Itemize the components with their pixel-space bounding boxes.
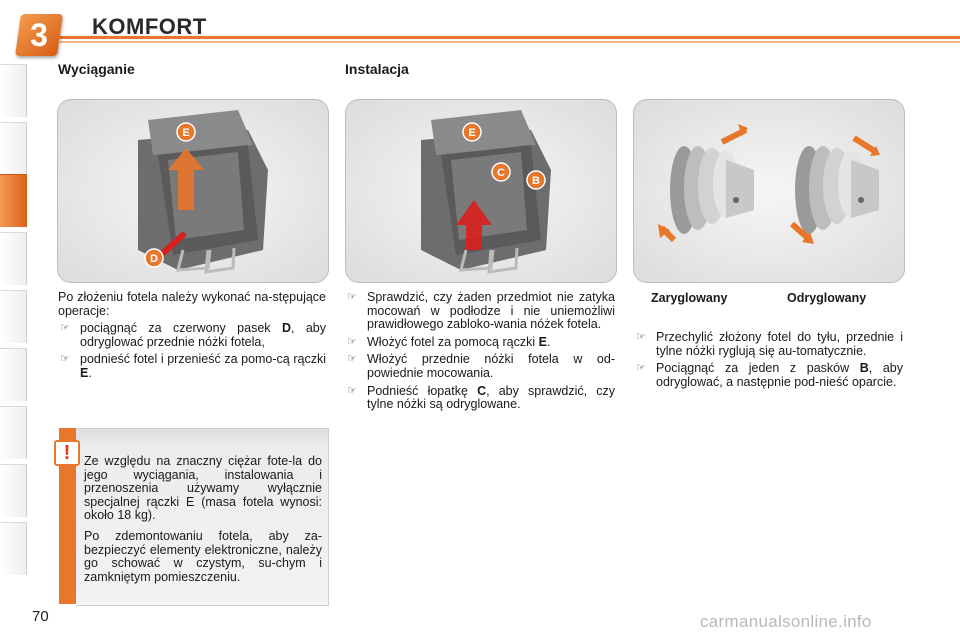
label-b-marker xyxy=(527,171,545,189)
bullet-arrow-icon: ☞ xyxy=(60,322,70,335)
label-e-marker xyxy=(463,123,481,141)
unlocked-mechanism xyxy=(792,138,880,244)
chapter-tab-9[interactable] xyxy=(0,522,27,575)
chapter-number: 3 xyxy=(30,17,48,53)
section-title-removal: Wyciąganie xyxy=(58,61,135,77)
locking-instructions xyxy=(634,331,903,393)
chapter-title: KOMFORT xyxy=(92,14,207,39)
page-number: 70 xyxy=(32,608,49,625)
chapter-tab-3-active[interactable] xyxy=(0,174,27,227)
caption-unlocked: Odryglowany xyxy=(787,291,867,305)
label-d-marker xyxy=(145,249,163,267)
illustration-locking-mechanism xyxy=(633,99,905,283)
warning-icon: ! xyxy=(54,440,80,466)
locking-step-2: ☞ Pociągnąć za jeden z pasków B, aby odryglować, a następnie pod-nieść oparcie. xyxy=(636,361,903,389)
locking-step-1: ☞ Przechylić złożony fotel do tyłu, przednie i tylne nóżki ryglują się au-tomatycznie. xyxy=(636,330,903,358)
installation-instructions xyxy=(345,291,615,416)
locked-mechanism xyxy=(658,124,754,240)
chapter-tab-4[interactable] xyxy=(0,232,27,285)
chapter-tab-1[interactable] xyxy=(0,64,27,117)
chapter-tab-8[interactable] xyxy=(0,464,27,517)
installation-step-4: ☞ Podnieść łopatkę C, aby sprawdzić, czy tylne nóżki są odryglowane. xyxy=(347,383,615,412)
installation-step-1: ☞ Sprawdzić, czy żaden przedmiot nie zatyka mocowań w podłodze i nie uniemożliwi prawidłowego zabloko-wania nóżek fotela. xyxy=(347,290,615,332)
bullet-arrow-icon: ☞ xyxy=(347,353,357,366)
section-title-installation: Instalacja xyxy=(345,61,409,77)
removal-intro: Po złożeniu fotela należy wykonać na-stępujące operacje: xyxy=(58,290,326,318)
illustration-seat-removal xyxy=(57,99,329,283)
installation-step-2: ☞ Włożyć fotel za pomocą rączki E. xyxy=(347,334,551,349)
chapter-tabs xyxy=(0,64,30,584)
svg-text:C: C xyxy=(497,167,505,179)
watermark: carmanualsonline.info xyxy=(700,612,872,631)
bullet-arrow-icon: ☞ xyxy=(347,335,357,348)
bullet-arrow-icon: ☞ xyxy=(347,384,357,397)
header-rule-secondary xyxy=(60,41,960,43)
warning-paragraph-2: Po zdemontowaniu fotela, aby za-bezpieczyć elementy elektroniczne, należy go schować w czystym, su-chym i zamkniętym pomieszczeniu. xyxy=(84,528,322,584)
removal-instructions xyxy=(58,291,326,385)
bullet-arrow-icon: ☞ xyxy=(347,291,357,303)
seat-illustration xyxy=(421,110,551,272)
chapter-tab-2[interactable] xyxy=(0,122,27,175)
chapter-tab-7[interactable] xyxy=(0,406,27,459)
illustration-seat-installation xyxy=(345,99,617,283)
label-e-marker xyxy=(177,123,195,141)
bullet-arrow-icon: ☞ xyxy=(636,331,646,343)
chapter-tab-6[interactable] xyxy=(0,348,27,401)
warning-paragraph-1: Ze względu na znaczny ciężar fote-la do jego wyciągania, instalowania i przenoszenia używamy wyłącznie specjalnej rączki E (masa fotela wynosi: około 18 kg). xyxy=(84,454,322,523)
seat-illustration xyxy=(138,110,268,272)
installation-step-3: ☞ Włożyć przednie nóżki fotela w od-powiednie mocowania. xyxy=(347,352,615,380)
warning-text xyxy=(84,455,322,591)
bullet-arrow-icon: ☞ xyxy=(636,362,646,375)
svg-text:D: D xyxy=(150,253,158,265)
removal-step-1: ☞ pociągnąć za czerwony pasek D, aby odryglować przednie nóżki fotela, xyxy=(60,321,326,349)
svg-text:E: E xyxy=(468,127,476,139)
svg-text:E: E xyxy=(182,127,190,139)
label-c-marker xyxy=(492,163,510,181)
removal-step-2: ☞ podnieść fotel i przenieść za pomo-cą rączki E. xyxy=(60,352,326,380)
svg-text:B: B xyxy=(532,175,540,187)
caption-locked: Zaryglowany xyxy=(651,291,728,305)
chapter-tab-5[interactable] xyxy=(0,290,27,343)
bullet-arrow-icon: ☞ xyxy=(60,353,70,366)
